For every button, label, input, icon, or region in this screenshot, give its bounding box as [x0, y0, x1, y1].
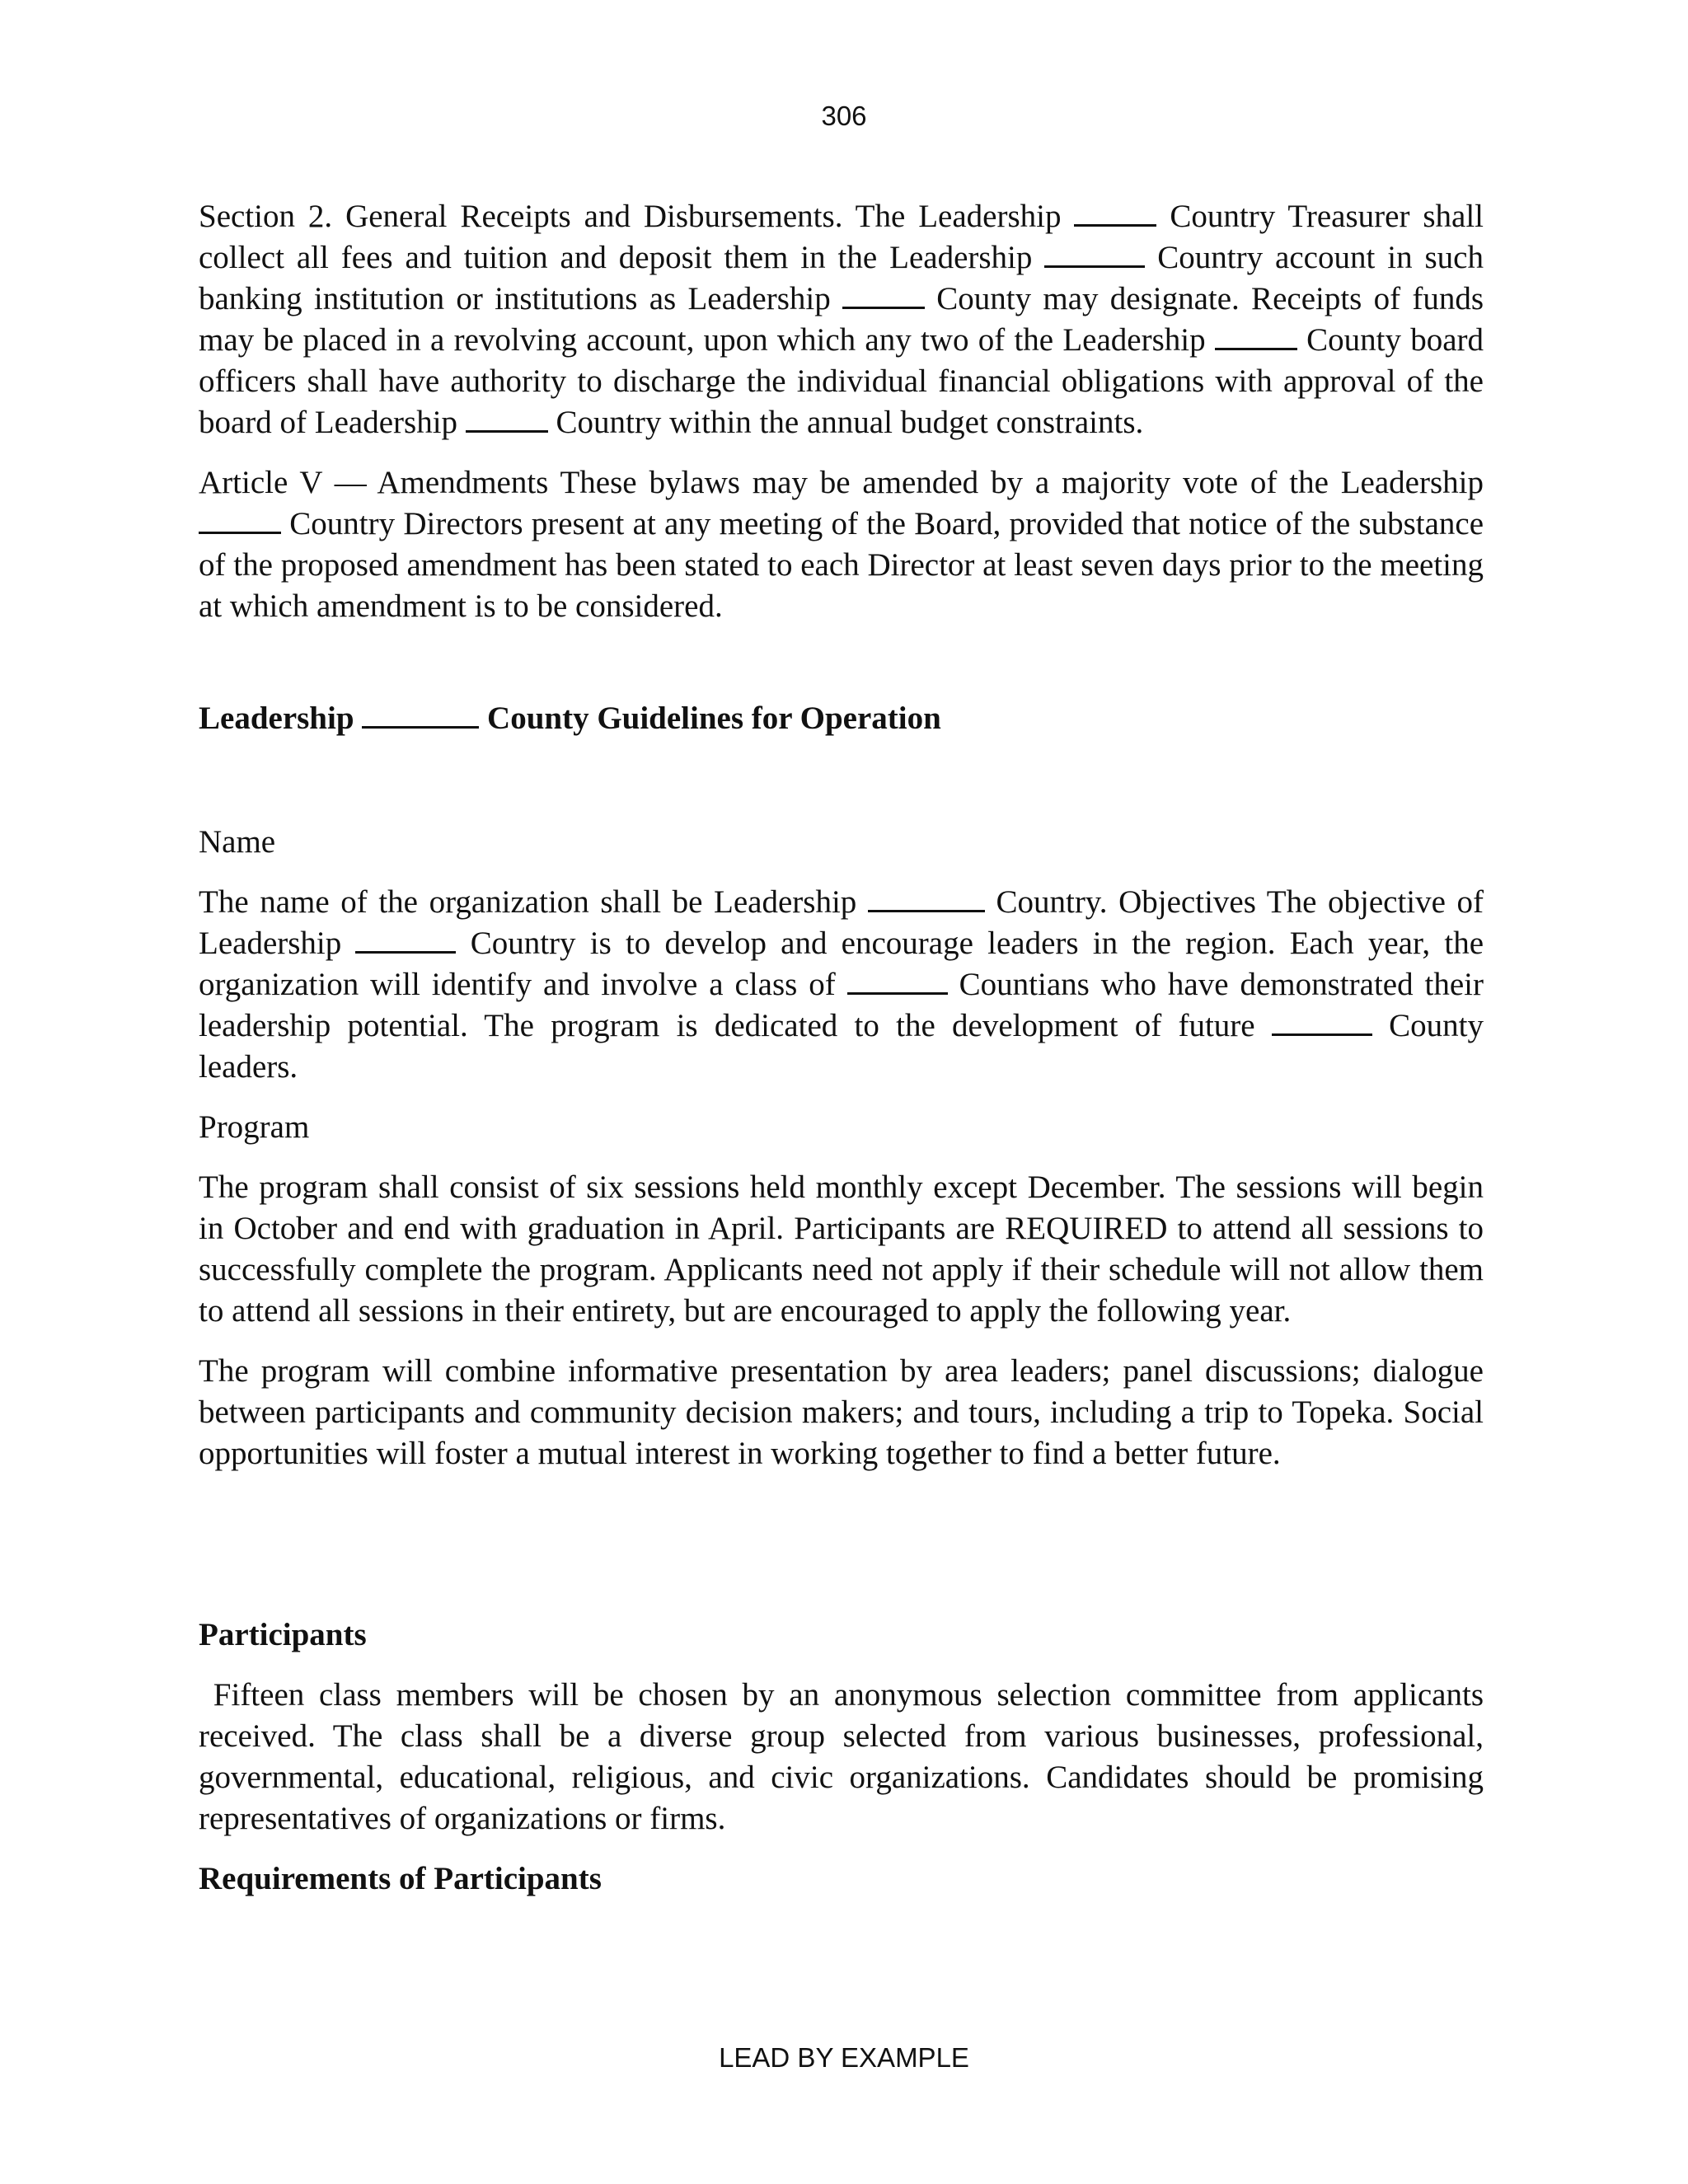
name-text-3: Country is to develop and encourage leaders in the region. Each year, the organization will identify and involve a class of	[199, 926, 1484, 1002]
fill-in-blank[interactable]	[355, 926, 456, 954]
guidelines-heading-text-1: Leadership	[199, 701, 354, 736]
section-2-text-6: Country within the annual budget constraints.	[556, 405, 1144, 440]
document-body	[199, 196, 1492, 1900]
participants-paragraph: Fifteen class members will be chosen by an anonymous selection committee from applicants received. The class shall be a diverse group selected from various businesses, professional, governmental, educational, religious, and civic organizations. Candidates should be promising representatives of organizations or firms.	[199, 1677, 1492, 1836]
fill-in-blank[interactable]	[842, 282, 925, 309]
program-paragraph-1: The program shall consist of six sessions held monthly except December. The sessions will begin in October and end with graduation in April. Participants are REQUIRED to attend all sessions to successfully complete the program. Applicants need not apply if their schedule will not allow them to attend all sessions in their entirety, but are encouraged to apply the following year.	[199, 1169, 1484, 1329]
name-paragraph	[199, 882, 1484, 1088]
fill-in-blank[interactable]	[1215, 323, 1297, 350]
fill-in-blank[interactable]	[199, 507, 281, 534]
name-label: Name	[199, 824, 276, 860]
participants-heading: Participants	[199, 1617, 367, 1652]
article-5-text-1: Article V — Amendments These bylaws may be amended by a majority vote of the Leadership	[199, 465, 1484, 500]
section-2-text-2: Country Treasurer shall collect all fees and tuition and deposit them in the Leadership	[199, 199, 1484, 275]
name-text-4: Countians who have demonstrated their leadership potential. The program is dedicated to the development of future	[199, 967, 1484, 1043]
page-number: 306	[821, 101, 867, 131]
name-text-2: Country. Objectives The objective of Leadership	[199, 884, 1484, 961]
requirements-heading: Requirements of Participants	[199, 1861, 602, 1896]
guidelines-heading	[199, 698, 1484, 739]
fill-in-blank[interactable]	[1074, 199, 1156, 227]
section-2-text-1: Section 2. General Receipts and Disbursements. The Leadership	[199, 199, 1062, 234]
program-paragraph-2: The program will combine informative presentation by area leaders; panel discussions; dialogue between participants and community decision makers; and tours, including a trip to Topeka. Social opportunities will foster a mutual interest in working together to find a better future.	[199, 1353, 1484, 1471]
section-2-text-4: County may designate. Receipts of funds may be placed in a revolving account, upon which any two of the Leadership	[199, 281, 1484, 358]
fill-in-blank[interactable]	[1272, 1009, 1372, 1036]
fill-in-blank[interactable]	[868, 885, 985, 912]
program-label: Program	[199, 1109, 310, 1145]
name-text-5: County leaders.	[199, 1008, 1484, 1085]
section-2-text-3: Country account in such banking institution or institutions as Leadership	[199, 240, 1484, 316]
section-2-text-5: County board officers shall have authority to discharge the individual financial obligations with approval of the board of Leadership	[199, 322, 1484, 440]
page-footer: LEAD BY EXAMPLE	[719, 2042, 969, 2073]
fill-in-blank[interactable]	[362, 701, 479, 729]
name-text-1: The name of the organization shall be Leadership	[199, 884, 857, 920]
article-5-text-2: Country Directors present at any meeting of the Board, provided that notice of the substance of the proposed amendment has been stated to each Director at least seven days prior to the meeting at which amendment is to be considered.	[199, 506, 1484, 624]
section-2-paragraph	[199, 196, 1484, 443]
guidelines-heading-text-2: County Guidelines for Operation	[487, 701, 941, 736]
fill-in-blank[interactable]	[1044, 241, 1145, 268]
fill-in-blank[interactable]	[466, 405, 548, 433]
fill-in-blank[interactable]	[847, 968, 948, 995]
article-5-paragraph	[199, 462, 1484, 627]
